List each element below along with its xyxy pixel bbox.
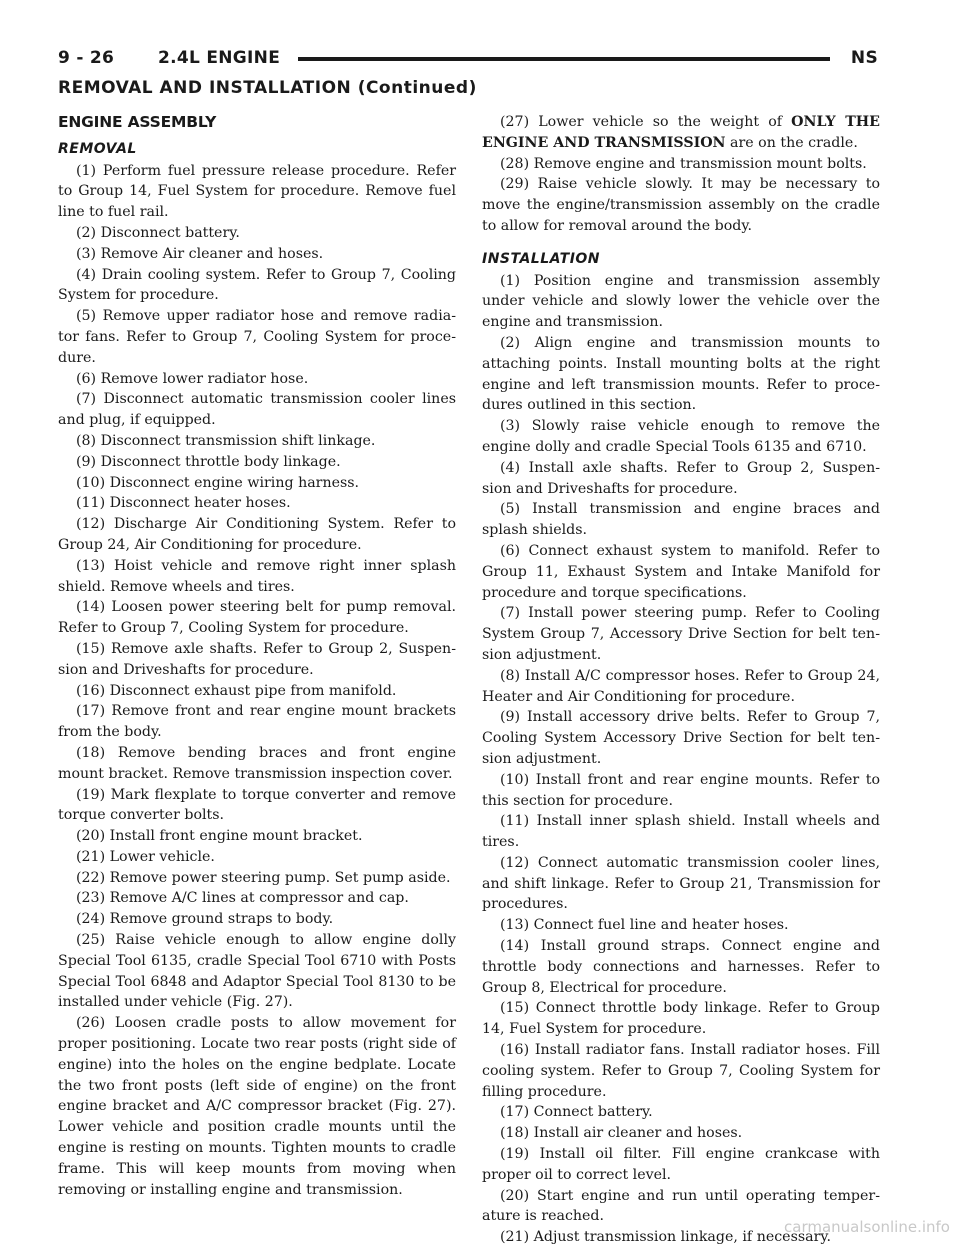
- installation-steps: [482, 271, 880, 1248]
- removal-heading: REMOVAL: [58, 140, 137, 157]
- installation-step: (4) Install axle shafts. Refer to Group 2, Suspen- sion and Driveshafts for procedure.: [482, 459, 880, 497]
- installation-step: (12) Connect automatic transmission cooler lines, and shift linkage. Refer to Group 21, Transmission for procedures.: [482, 854, 880, 913]
- removal-step: (24) Remove ground straps to body.: [76, 911, 334, 928]
- removal-steps: [58, 161, 456, 1201]
- removal-step: (25) Raise vehicle enough to allow engine dolly Special Tool 6135, cradle Special Tool 6710 with Posts Special Tool 6848 and Adaptor Special Tool 8130 to be installed under vehicle (Fig. 27).: [58, 932, 456, 1011]
- section-title: ENGINE ASSEMBLY: [58, 113, 217, 131]
- removal-step: (15) Remove axle shafts. Refer to Group 2, Suspen- sion and Driveshafts for procedure.: [58, 640, 456, 678]
- removal-step: (21) Lower vehicle.: [76, 848, 215, 865]
- installation-step: (13) Connect fuel line and heater hoses.: [500, 917, 789, 934]
- installation-step: (8) Install A/C compressor hoses. Refer to Group 24, Heater and Air Conditioning for procedure.: [482, 667, 880, 705]
- installation-step: (6) Connect exhaust system to manifold. Refer to Group 11, Exhaust System and Intake Manifold for procedure and torque specifications.: [482, 542, 880, 601]
- continued-title: REMOVAL AND INSTALLATION (Continued): [58, 78, 477, 98]
- page-number: 9 - 26: [58, 48, 115, 68]
- section-name: 2.4L ENGINE: [158, 48, 281, 68]
- removal-step: (29) Raise vehicle slowly. It may be necessary to move the engine/transmission assembly on the cradle to allow for removal around the body.: [482, 176, 880, 234]
- installation-heading: INSTALLATION: [482, 250, 601, 267]
- removal-step: (11) Disconnect heater hoses.: [76, 495, 291, 512]
- removal-step: (8) Disconnect transmission shift linkage.: [76, 432, 376, 449]
- emphasis-text: ONLY THE ENGINE AND TRANSMISSION: [482, 114, 880, 151]
- left-column: [58, 112, 456, 1200]
- removal-step: (28) Remove engine and transmission mount bolts.: [500, 155, 867, 172]
- installation-step: (17) Connect battery.: [500, 1104, 653, 1121]
- removal-step: (14) Loosen power steering belt for pump removal. Refer to Group 7, Cooling System for procedure.: [58, 599, 456, 637]
- installation-step: (14) Install ground straps. Connect engine and throttle body connections and harnesses. Refer to Group 8, Electrical for procedure.: [482, 938, 880, 996]
- removal-step: (10) Disconnect engine wiring harness.: [76, 474, 360, 491]
- removal-step: (22) Remove power steering pump. Set pump aside.: [76, 869, 451, 886]
- installation-step: (2) Align engine and transmission mounts to attaching points. Install mounting bolts at the right engine and left transmission mounts. Refer to proce- dures outlined in this section.: [482, 334, 880, 414]
- installation-step: (15) Connect throttle body linkage. Refer to Group 14, Fuel System for procedure.: [482, 1000, 880, 1038]
- installation-step: (16) Install radiator fans. Install radiator hoses. Fill cooling system. Refer to Group 7, Cooling System for filling procedure.: [482, 1042, 880, 1100]
- installation-step: (1) Position engine and transmission assembly under vehicle and slowly lower the vehicle over the engine and transmission.: [482, 272, 880, 331]
- removal-step: (1) Perform fuel pressure release procedure. Refer to Group 14, Fuel System for procedure. Remove fuel line to fuel rail.: [58, 162, 456, 221]
- removal-step: (19) Mark flexplate to torque converter and remove torque converter bolts.: [58, 786, 456, 824]
- header-rule: [298, 57, 830, 61]
- removal-steps-cont: [482, 154, 880, 237]
- removal-step: (5) Remove upper radiator hose and remove radia- tor fans. Refer to Group 7, Cooling System for proce- dure.: [58, 308, 456, 366]
- removal-step: (20) Install front engine mount bracket.: [76, 828, 363, 845]
- installation-step: (7) Install power steering pump. Refer to Cooling System Group 7, Accessory Drive Section for belt ten- sion adjustment.: [482, 605, 880, 663]
- installation-step: (19) Install oil filter. Fill engine crankcase with proper oil to correct level.: [482, 1146, 880, 1183]
- installation-step: (9) Install accessory drive belts. Refer to Group 7, Cooling System Accessory Drive Section for belt ten- sion adjustment.: [482, 709, 880, 767]
- removal-step: (6) Remove lower radiator hose.: [76, 370, 309, 387]
- removal-step: (9) Disconnect throttle body linkage.: [76, 453, 341, 470]
- installation-step: (18) Install air cleaner and hoses.: [500, 1125, 743, 1142]
- removal-step: (26) Loosen cradle posts to allow movement for proper positioning. Locate two rear posts (right side of engine) into the holes on the engine bedplate. Locate the two front posts (left side of engine) on the front engine bracket and A/C compressor bracket (Fig. 27). Lower vehicle and position cradle mounts until the engine is resting on mounts. Tighten mounts to cradle frame. This will keep mounts from moving when removing or installing engine and transmission.: [58, 1015, 456, 1198]
- removal-step: (2) Disconnect battery.: [76, 224, 240, 241]
- installation-step: (3) Slowly raise vehicle enough to remove the engine dolly and cradle Special Tools 6135 and 6710.: [482, 418, 880, 455]
- removal-step-27: (27) Lower vehicle so the weight of ONLY THE ENGINE AND TRANSMISSION are on the cradle.: [482, 114, 880, 151]
- removal-step: (3) Remove Air cleaner and hoses.: [76, 245, 324, 262]
- removal-step: (23) Remove A/C lines at compressor and cap.: [76, 890, 409, 907]
- removal-step: (16) Disconnect exhaust pipe from manifold.: [76, 682, 397, 699]
- model-code: NS: [850, 48, 878, 68]
- installation-step: (10) Install front and rear engine mounts. Refer to this section for procedure.: [482, 771, 880, 809]
- removal-step: (17) Remove front and rear engine mount brackets from the body.: [58, 703, 456, 741]
- installation-step: (5) Install transmission and engine braces and splash shields.: [482, 501, 880, 539]
- removal-step: (4) Drain cooling system. Refer to Group 7, Cooling System for procedure.: [58, 266, 456, 304]
- removal-step: (18) Remove bending braces and front engine mount bracket. Remove transmission inspection cover.: [58, 744, 456, 782]
- installation-step: (20) Start engine and run until operating temper- ature is reached.: [482, 1187, 880, 1225]
- page-header: [58, 48, 878, 72]
- installation-step: (11) Install inner splash shield. Install wheels and tires.: [482, 813, 880, 851]
- removal-step: (13) Hoist vehicle and remove right inner splash shield. Remove wheels and tires.: [58, 557, 456, 595]
- installation-step: (21) Adjust transmission linkage, if necessary.: [500, 1229, 832, 1246]
- right-column: [482, 112, 880, 1248]
- removal-step: (12) Discharge Air Conditioning System. Refer to Group 24, Air Conditioning for procedure.: [58, 516, 456, 553]
- watermark: carmanualsonline.info: [784, 1218, 950, 1236]
- removal-step: (7) Disconnect automatic transmission cooler lines and plug, if equipped.: [58, 391, 456, 429]
